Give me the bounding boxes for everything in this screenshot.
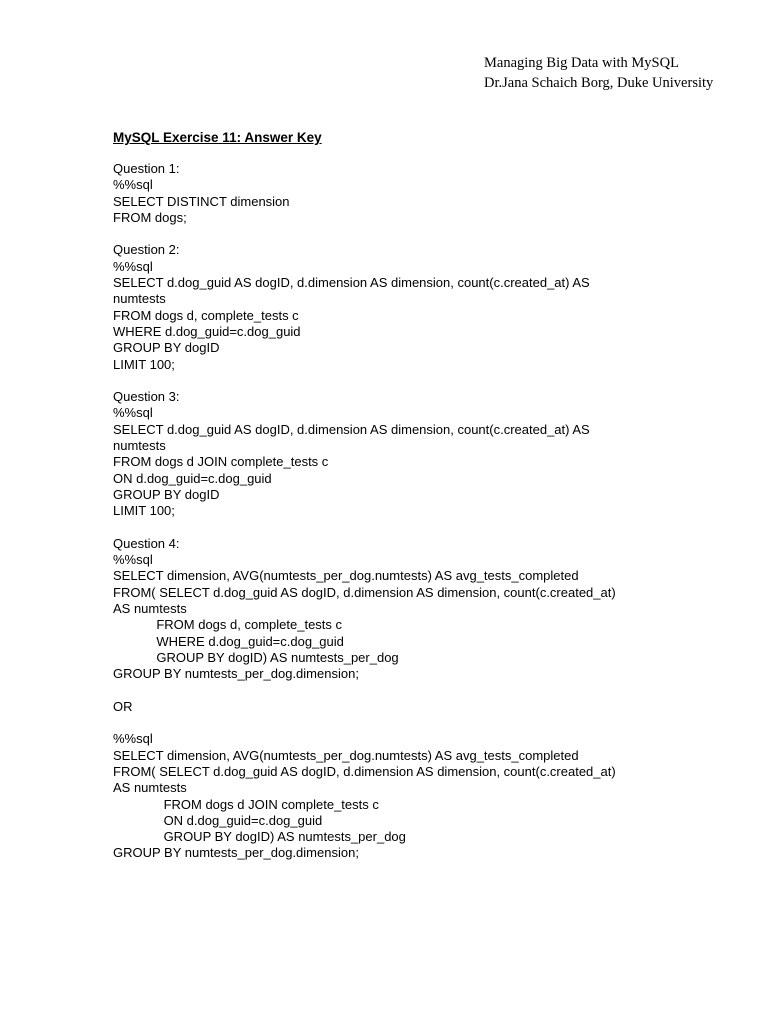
code-line: LIMIT 100; [113, 503, 175, 519]
code-line: %%sql [113, 177, 153, 193]
spacer [113, 520, 673, 536]
code-line: SELECT DISTINCT dimension [113, 193, 290, 209]
code-line: GROUP BY numtests_per_dog.dimension; [113, 666, 359, 682]
code-line: GROUP BY dogID [113, 486, 220, 502]
question-4-label: Question 4: [113, 535, 180, 551]
code-line: FROM dogs d JOIN complete_tests c [113, 454, 329, 470]
code-line: FROM dogs; [113, 209, 187, 225]
question-1 [113, 161, 673, 226]
code-line: SELECT d.dog_guid AS dogID, d.dimension AS dimension, count(c.created_at) AS [113, 275, 590, 291]
code-line: GROUP BY dogID) AS numtests_per_dog [113, 829, 406, 845]
code-line: WHERE d.dog_guid=c.dog_guid [113, 323, 301, 339]
question-3-label: Question 3: [113, 389, 180, 405]
code-line: %%sql [113, 552, 153, 568]
question-4-alternative [113, 731, 673, 861]
spacer [113, 683, 673, 699]
question-1-label: Question 1: [113, 161, 180, 176]
spacer [113, 226, 673, 242]
question-4 [113, 536, 673, 683]
question-2 [113, 242, 673, 372]
code-line: SELECT d.dog_guid AS dogID, d.dimension AS dimension, count(c.created_at) AS [113, 421, 590, 437]
code-line: %%sql [113, 258, 153, 274]
code-line: GROUP BY dogID) AS numtests_per_dog [113, 649, 399, 665]
code-line: FROM( SELECT d.dog_guid AS dogID, d.dimension AS dimension, count(c.created_at) [113, 584, 616, 600]
code-line: SELECT dimension, AVG(numtests_per_dog.numtests) AS avg_tests_completed [113, 568, 579, 584]
spacer [113, 715, 673, 731]
code-line: numtests [113, 291, 166, 307]
code-line: LIMIT 100; [113, 356, 175, 372]
code-line: ON d.dog_guid=c.dog_guid [113, 470, 272, 486]
question-3 [113, 389, 673, 519]
question-2-label: Question 2: [113, 242, 180, 258]
code-line: AS numtests [113, 780, 187, 796]
code-line: SELECT dimension, AVG(numtests_per_dog.numtests) AS avg_tests_completed [113, 747, 579, 763]
document-header [484, 53, 713, 93]
code-line: FROM dogs d, complete_tests c [113, 617, 343, 633]
code-line: FROM dogs d, complete_tests c [113, 307, 299, 323]
code-line: numtests [113, 438, 166, 454]
code-line: %%sql [113, 731, 153, 747]
course-name: Managing Big Data with MySQL [484, 55, 679, 71]
code-line: ON d.dog_guid=c.dog_guid [113, 812, 323, 828]
code-line: WHERE d.dog_guid=c.dog_guid [113, 633, 344, 649]
code-line: GROUP BY numtests_per_dog.dimension; [113, 845, 359, 861]
code-line: AS numtests [113, 601, 187, 617]
spacer [113, 373, 673, 389]
exercise-title: MySQL Exercise 11: Answer Key [113, 130, 322, 145]
code-line: FROM( SELECT d.dog_guid AS dogID, d.dimension AS dimension, count(c.created_at) [113, 763, 616, 779]
or-separator: OR [113, 698, 133, 714]
code-line: %%sql [113, 405, 153, 421]
author-line: Dr.Jana Schaich Borg, Duke University [484, 75, 714, 91]
code-line: GROUP BY dogID [113, 340, 220, 356]
answer-body [113, 161, 673, 862]
code-line: FROM dogs d JOIN complete_tests c [113, 796, 379, 812]
